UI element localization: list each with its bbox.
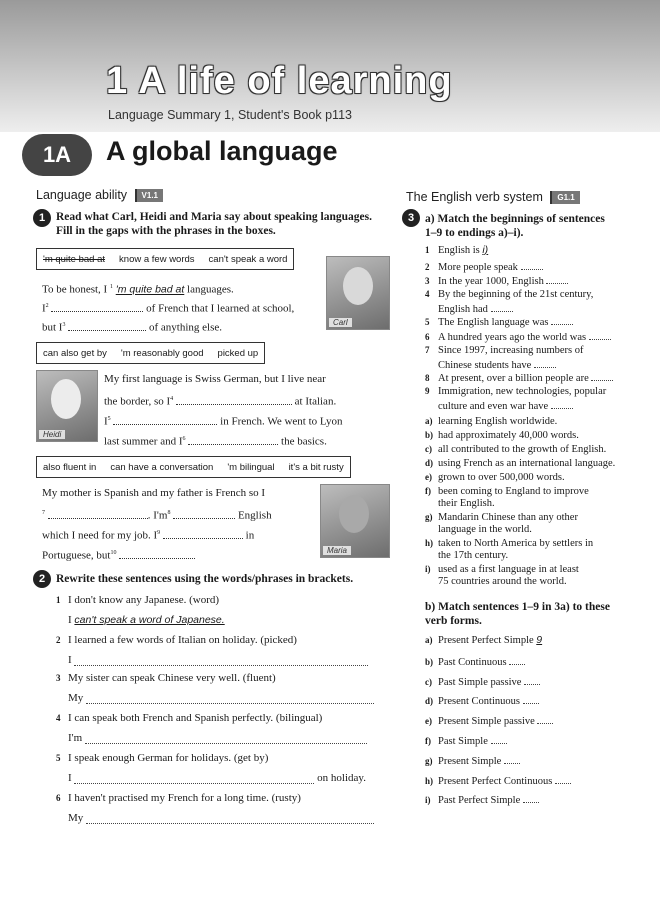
unit-title: 1 A life of learning	[106, 60, 453, 102]
beginning-text: Chinese students have	[438, 359, 532, 371]
exercise-2-answer-line	[68, 692, 374, 704]
right-section-label: The English verb system	[406, 190, 543, 204]
gap-number: 1	[109, 284, 113, 290]
carl-answer-1[interactable]: 'm quite bad at	[115, 283, 185, 296]
exercise-3a-instruction-line-2: 1–9 to endings a)–i).	[425, 227, 524, 239]
ending-letter: f)	[425, 486, 431, 496]
beginning-text: culture and even war have	[438, 400, 549, 412]
unit-header	[0, 0, 660, 132]
beginning-number: 5	[425, 317, 430, 328]
lesson-title: A global language	[106, 136, 338, 166]
beginning-text: More people speak	[438, 261, 518, 273]
left-section-label: Language ability	[36, 188, 128, 202]
ending-text: Mandarin Chinese than any other	[438, 512, 578, 523]
beginning-blank[interactable]	[551, 398, 573, 409]
answer-start: I	[68, 614, 72, 626]
phrase-box-3-item: also fluent in	[43, 461, 97, 473]
beginning-text: The English language was	[438, 317, 549, 329]
phrase-box-3-item: can have a conversation	[110, 461, 214, 473]
gap-number: 5	[107, 416, 111, 422]
question-text: I can speak both French and Spanish perfectly. (bilingual)	[68, 712, 323, 724]
answer-blank[interactable]	[74, 773, 314, 784]
form-text: Past Perfect Simple	[438, 795, 521, 807]
gap-number: 2	[45, 303, 49, 309]
carl-photo	[326, 256, 390, 330]
right-section-tag: G1.1	[550, 191, 579, 204]
form-blank[interactable]	[555, 773, 571, 784]
gap-number: 10	[110, 550, 117, 556]
gap-number: 7	[42, 510, 45, 516]
question-number: 1	[56, 595, 61, 605]
form-letter: d)	[425, 696, 434, 707]
answer-blank[interactable]	[74, 655, 368, 666]
ending-text: used as a first language in at least	[438, 564, 579, 575]
part-b-text: Match sentences 1–9 in 3a) to these	[438, 601, 610, 613]
sentence-ending	[425, 563, 579, 588]
ending-text: been coming to England to improve	[438, 486, 589, 497]
carl-line-3	[42, 318, 222, 335]
left-section-header	[36, 188, 163, 202]
phrase-box-3-item: it's a bit rusty	[288, 461, 344, 473]
exercise-2-answer-line	[68, 812, 374, 824]
sentence-ending	[425, 457, 615, 470]
part-a-label: a)	[425, 213, 435, 225]
answer-blank[interactable]	[86, 813, 374, 824]
verb-form-item	[425, 792, 539, 807]
exercise-3b-instruction-line-1	[425, 600, 610, 614]
ending-letter: g)	[425, 512, 433, 522]
form-text: Present Perfect Simple	[438, 635, 534, 646]
sentence-beginning	[425, 385, 606, 413]
gap-number: 3	[62, 322, 66, 328]
beginning-text: In the year 1000, English	[438, 276, 544, 288]
maria-face	[339, 495, 369, 533]
carl-line-2	[42, 299, 294, 316]
phrase-box-3-item: 'm bilingual	[227, 461, 275, 473]
ending-text: grown to over 500,000 words.	[438, 472, 565, 483]
form-letter: f)	[425, 736, 431, 746]
beginning-text: At present, over a billion people are	[438, 373, 589, 385]
exercise-1-number: 1	[33, 209, 51, 227]
heidi-text: at Italian.	[294, 395, 337, 408]
exercise-2-number: 2	[33, 570, 51, 588]
sentence-ending	[425, 471, 565, 484]
exercise-2-question	[56, 792, 301, 804]
maria-line-2	[42, 506, 272, 523]
heidi-text: the border, so I	[104, 395, 171, 408]
beginning-text: By the beginning of the 21st century,	[438, 288, 594, 300]
beginning-number: 3	[425, 276, 430, 287]
gap-number: 4	[170, 396, 174, 402]
sentence-beginning	[425, 314, 573, 329]
beginning-number: 7	[425, 344, 430, 355]
sentence-beginning	[425, 370, 613, 385]
sentence-ending	[425, 443, 606, 456]
left-section-tag: V1.1	[135, 189, 163, 202]
unit-subtitle: Language Summary 1, Student's Book p113	[108, 108, 352, 122]
exercise-2-answer-line	[68, 654, 368, 666]
form-letter: i)	[425, 795, 431, 806]
maria-photo	[320, 484, 390, 558]
sentence-ending	[425, 511, 578, 536]
beginning-blank[interactable]	[589, 329, 611, 340]
verb-form-item	[425, 654, 525, 669]
phrase-box-2-item: picked up	[217, 347, 259, 359]
exercise-3b-instruction-line-2: verb forms.	[425, 615, 482, 627]
maria-line-4	[42, 546, 195, 563]
ending-text: language in the world.	[438, 524, 532, 535]
beginning-text: Immigration, new technologies, popular	[438, 385, 607, 397]
exercise-2-question	[56, 752, 268, 764]
ending-letter: c)	[425, 444, 432, 454]
phrase-box-1-item: know a few words	[119, 253, 195, 265]
form-text: Present Continuous	[438, 696, 520, 708]
beginning-number: 8	[425, 373, 430, 384]
sentence-beginning	[425, 329, 611, 344]
exercise-2-instruction: Rewrite these sentences using the words/phrases in brackets.	[56, 573, 354, 585]
beginning-text: English had	[438, 303, 488, 315]
beginning-blank[interactable]	[491, 301, 513, 312]
heidi-gap-5[interactable]	[113, 424, 217, 425]
sentence-beginning	[425, 344, 584, 372]
sentence-beginning	[425, 273, 568, 288]
heidi-gap-6[interactable]	[188, 444, 278, 445]
sentence-ending	[425, 537, 593, 562]
exercise-2-question	[56, 634, 297, 646]
exercise-2-answer-line	[68, 732, 367, 744]
carl-text: of French that I learned at school,	[146, 302, 295, 315]
maria-gap-9[interactable]	[163, 538, 243, 539]
form-blank[interactable]	[523, 792, 539, 803]
maria-text: Portuguese, but	[42, 549, 111, 562]
maria-line-3	[42, 526, 254, 543]
exercise-2-answer-line	[68, 614, 225, 626]
heidi-text: I	[104, 415, 108, 428]
exercise-1-instruction	[56, 210, 372, 238]
form-answer[interactable]: 9	[536, 634, 543, 646]
form-text: Past Simple	[438, 736, 488, 747]
heidi-text: the basics.	[281, 435, 327, 448]
heidi-label: Heidi	[39, 430, 65, 439]
lesson-badge: 1A	[22, 134, 92, 176]
question-text: I learned a few words of Italian on holiday. (picked)	[68, 634, 297, 646]
heidi-text: in French. We went to Lyon	[220, 415, 343, 428]
form-letter: g)	[425, 755, 433, 766]
maria-gap-8[interactable]	[173, 518, 235, 519]
form-letter: c)	[425, 676, 432, 687]
ending-text: 75 countries around the world.	[438, 576, 567, 587]
carl-gap-2[interactable]	[51, 311, 143, 312]
maria-label: Maria	[323, 546, 351, 555]
heidi-text: last summer and I	[104, 435, 183, 448]
verb-form-item	[425, 753, 520, 768]
part-a-text: Match the beginnings of sentences	[437, 213, 605, 225]
ending-letter: h)	[425, 538, 434, 548]
ending-text: learning English worldwide.	[438, 416, 558, 427]
ending-text: using French as an international language.	[438, 458, 616, 469]
question-text: I haven't practised my French for a long time. (rusty)	[68, 792, 301, 804]
ending-text: had approximately 40,000 words.	[438, 430, 579, 441]
answer-start: My	[68, 812, 84, 824]
maria-gap-10[interactable]	[119, 558, 195, 559]
carl-face	[343, 267, 373, 305]
form-letter: e)	[425, 716, 432, 727]
beginning-blank[interactable]	[521, 259, 543, 270]
ending-letter: d)	[425, 458, 434, 468]
sentence-ending	[425, 485, 589, 510]
exercise-3a-instruction	[425, 212, 605, 240]
ending-letter: b)	[425, 430, 434, 440]
phrase-box-1-item: can't speak a word	[208, 253, 288, 265]
form-blank[interactable]	[509, 654, 525, 665]
beginning-blank[interactable]	[546, 273, 568, 284]
exercise-3-number: 3	[402, 209, 420, 227]
exercise-3b-instruction	[425, 600, 610, 628]
answer-blank[interactable]	[86, 693, 374, 704]
form-text: Past Simple passive	[438, 676, 522, 688]
carl-text: of anything else.	[148, 321, 222, 334]
phrase-box-1-item: 'm quite bad at	[43, 253, 106, 265]
heidi-gap-4[interactable]	[176, 404, 292, 405]
heidi-line-1: My first language is Swiss German, but I live near	[104, 373, 326, 385]
beginning-text: English is	[438, 245, 480, 256]
sentence-ending	[425, 415, 557, 428]
heidi-line-4	[104, 432, 327, 449]
heidi-face	[51, 379, 81, 419]
heidi-line-2	[104, 392, 336, 409]
carl-text: I	[42, 302, 46, 315]
sentence-beginning	[425, 244, 488, 257]
form-blank[interactable]	[491, 733, 507, 744]
carl-text: languages.	[187, 283, 234, 296]
beginning-blank[interactable]	[551, 314, 573, 325]
gap-number: 8	[167, 510, 171, 516]
exercise-1-instruction-line-1: Read what Carl, Heidi and Maria say about speaking languages.	[56, 211, 372, 223]
ending-text: the 17th century.	[438, 550, 509, 561]
answer-start: I	[68, 654, 72, 666]
answer-start: I	[68, 772, 72, 784]
answer-end: on holiday.	[317, 772, 366, 784]
form-blank[interactable]	[537, 713, 553, 724]
sentence-beginning	[425, 288, 593, 316]
phrase-box-2-item: can also get by	[43, 347, 107, 359]
form-blank[interactable]	[523, 693, 539, 704]
beginning-number: 6	[425, 332, 430, 342]
question-number: 3	[56, 673, 61, 683]
exercise-2-question	[56, 672, 276, 684]
maria-text: in	[245, 529, 255, 542]
heidi-line-3	[104, 412, 343, 429]
beginning-number: 2	[425, 261, 430, 272]
maria-text: English	[237, 509, 272, 522]
phrase-box-2-item: 'm reasonably good	[120, 347, 204, 359]
ending-text: all contributed to the growth of English.	[438, 444, 607, 455]
exercise-2-answer-line	[68, 772, 366, 784]
phrase-box-2	[36, 342, 265, 364]
form-text: Present Perfect Continuous	[438, 775, 553, 787]
ending-text: taken to North America by settlers in	[438, 538, 594, 549]
form-letter: b)	[425, 656, 434, 667]
carl-label: Carl	[329, 318, 352, 327]
question-text: My sister can speak Chinese very well. (fluent)	[68, 672, 276, 684]
phrase-box-1	[36, 248, 294, 270]
maria-line-1: My mother is Spanish and my father is French so I	[42, 487, 266, 499]
exercise-2-question	[56, 712, 322, 724]
gap-number: 6	[182, 436, 186, 442]
beginning-number: 4	[425, 288, 430, 299]
beginning-answer[interactable]: i)	[482, 244, 489, 256]
beginning-text: Since 1997, increasing numbers of	[438, 344, 584, 356]
verb-form-item	[425, 693, 539, 708]
beginning-blank[interactable]	[534, 357, 556, 368]
question-number: 6	[56, 793, 61, 803]
question-number: 2	[56, 635, 61, 645]
maria-text: which I need for my job. I	[42, 529, 158, 542]
answer-start: My	[68, 692, 84, 704]
phrase-box-3	[36, 456, 351, 478]
ending-letter: a)	[425, 416, 433, 426]
form-blank[interactable]	[504, 753, 520, 764]
carl-text: To be honest, I	[42, 283, 108, 296]
sentence-ending	[425, 429, 579, 442]
maria-text: . I'm	[147, 509, 168, 522]
part-b-label: b)	[425, 601, 436, 613]
carl-gap-3[interactable]	[68, 330, 146, 331]
ending-letter: i)	[425, 564, 431, 574]
answer-start: I'm	[68, 732, 83, 744]
maria-gap-7[interactable]	[48, 518, 148, 519]
exercise-3a-instruction-line-1	[425, 212, 605, 226]
form-letter: a)	[425, 635, 433, 645]
verb-form-item	[425, 773, 571, 788]
verb-form-item	[425, 733, 507, 748]
verb-form-item	[425, 674, 540, 689]
form-text: Past Continuous	[438, 656, 507, 668]
question-number: 4	[56, 713, 61, 723]
answer-blank[interactable]	[85, 733, 367, 744]
form-blank[interactable]	[524, 674, 540, 685]
beginning-blank[interactable]	[591, 370, 613, 381]
carl-line-1	[42, 280, 234, 297]
right-section-header	[406, 190, 580, 204]
form-letter: h)	[425, 775, 434, 786]
ending-letter: e)	[425, 472, 432, 482]
question-number: 5	[56, 753, 61, 763]
exercise-2-question	[56, 594, 219, 606]
verb-form-item	[425, 634, 542, 647]
ending-text: their English.	[438, 498, 495, 509]
beginning-number: 9	[425, 385, 430, 396]
verb-form-item	[425, 713, 553, 728]
sentence-beginning	[425, 259, 543, 274]
form-text: Present Simple	[438, 755, 502, 767]
gap-number: 9	[157, 530, 161, 536]
form-text: Present Simple passive	[438, 716, 535, 728]
beginning-number: 1	[425, 245, 430, 255]
heidi-photo	[36, 370, 98, 442]
carl-text: but I	[42, 321, 63, 334]
exercise-1-instruction-line-2: Fill in the gaps with the phrases in the boxes.	[56, 225, 276, 237]
beginning-text: A hundred years ago the world was	[438, 332, 587, 343]
question-text: I speak enough German for holidays. (get by)	[68, 752, 269, 764]
answer-text[interactable]: can't speak a word of Japanese.	[74, 614, 225, 626]
question-text: I don't know any Japanese. (word)	[68, 594, 220, 606]
